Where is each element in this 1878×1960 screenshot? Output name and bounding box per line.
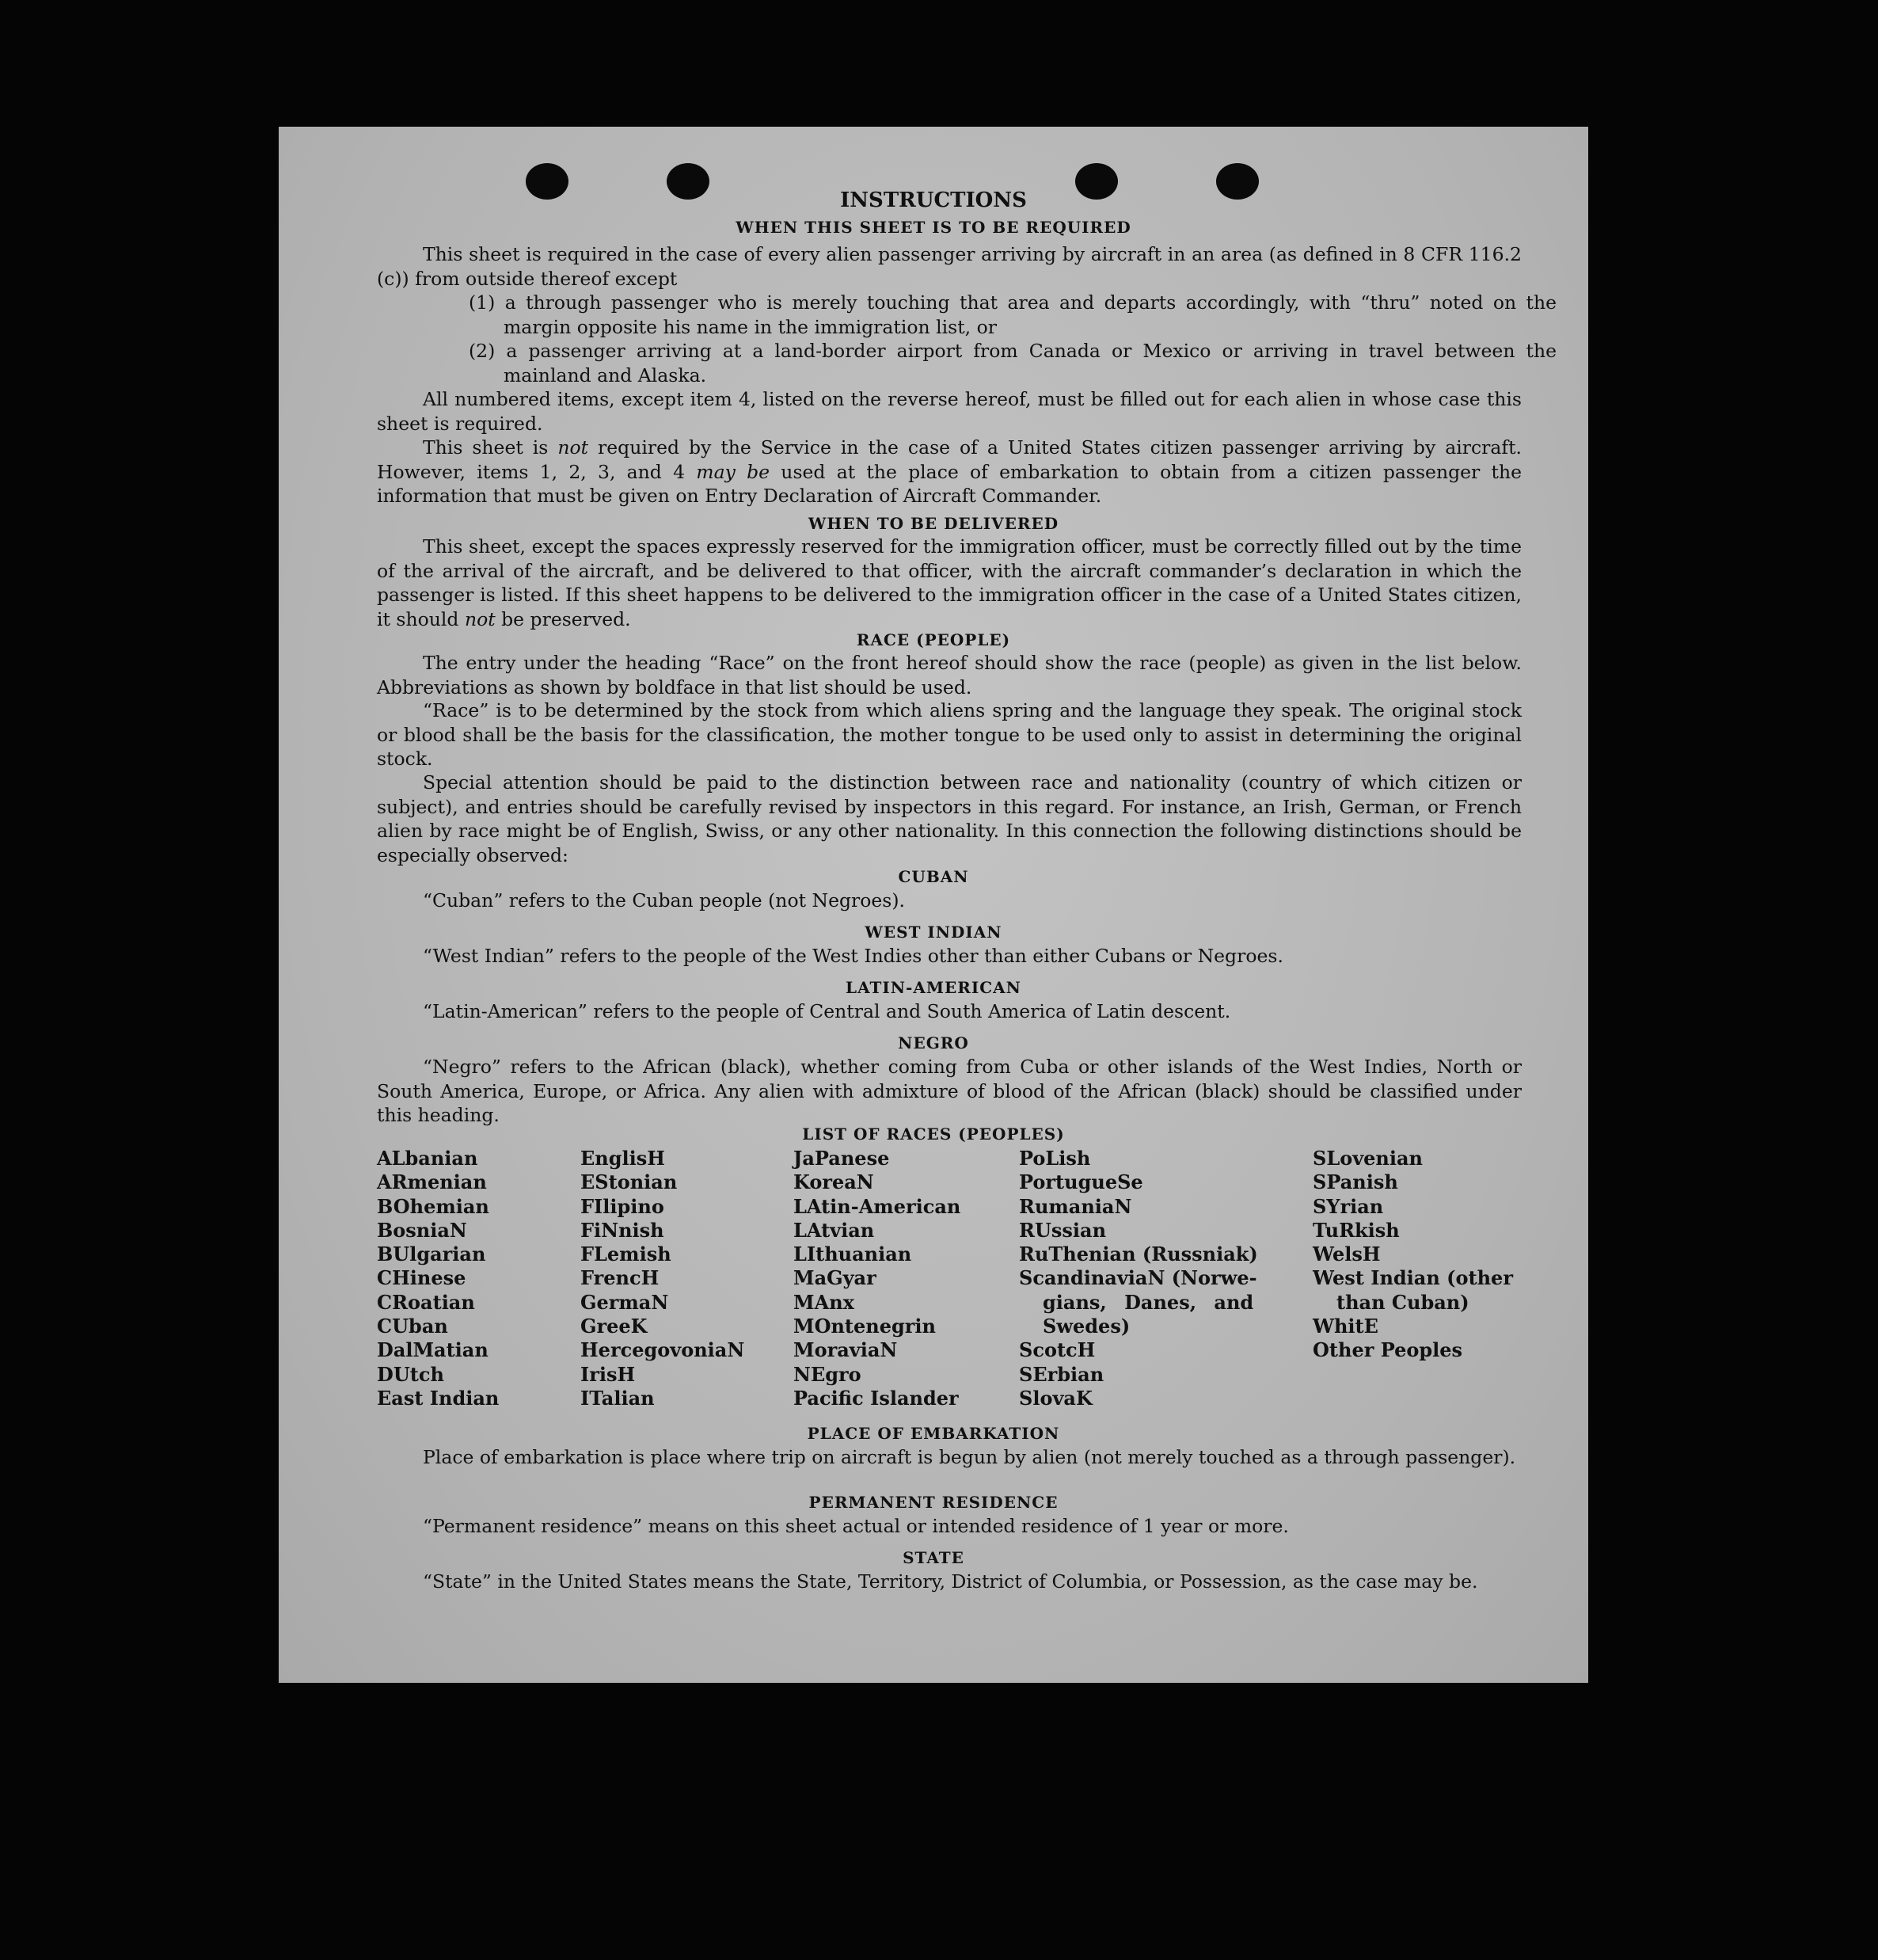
race-list-item: BOhemian (377, 1194, 489, 1218)
race-list-item: WelsH (1313, 1243, 1381, 1266)
race-list-item: BosniaN (377, 1218, 467, 1242)
race-list-item: MOntenegrin (793, 1315, 936, 1338)
race-list-item: WhitE (1313, 1315, 1378, 1338)
race-list-item: FiNnish (580, 1218, 664, 1242)
race-list-item: PoLish (1019, 1147, 1091, 1170)
heading-list-of-races: LIST OF RACES (PEOPLES) (802, 1125, 1065, 1144)
paragraph-numbered-items: All numbered items, except item 4, listed on the reverse hereof, must be filled out for each alien in whose case this sheet is required. (377, 388, 1522, 435)
paragraph-requirement: This sheet is required in the case of every alien passenger arriving by aircraft in an area (as defined in 8 CFR 116.2 (c)) from outside thereof except (377, 243, 1522, 290)
heading-when-required: WHEN THIS SHEET IS TO BE REQUIRED (736, 218, 1131, 237)
race-list-item: SPanish (1313, 1170, 1398, 1194)
race-list-item: CHinese (377, 1266, 466, 1290)
race-list-item: HercegovoniaN (580, 1338, 745, 1362)
paragraph-race-entry: The entry under the heading “Race” on the front hereof should show the race (people) as given in the list below. Abbreviations as shown by boldface in that list should be used. (377, 652, 1522, 698)
race-list-item: SErbian (1019, 1362, 1104, 1386)
race-list-item: ARmenian (377, 1170, 487, 1194)
race-list-item: RuThenian (Russniak) (1019, 1243, 1258, 1266)
race-list-item: LAtin-American (793, 1194, 961, 1218)
list-item-exception-1: (1) a through passenger who is merely touching that area and departs accordingly, with “thru” noted on the margin opposite his name in the immigration list, or (469, 291, 1557, 338)
paragraph-state: “State” in the United States means the State, Territory, District of Columbia, or Possession, as the case may be. (423, 1570, 1478, 1593)
race-list-item: ITalian (580, 1386, 655, 1410)
page-title: INSTRUCTIONS (840, 188, 1027, 212)
paragraph-race-nationality: Special attention should be paid to the distinction between race and nationality (country of which citizen or subject), and entries should be carefully revised by inspectors in this regard. For instance, an Irish, German, or French alien by race might be of English, Swiss, or any other nationality. In this connection the following distinctions should be especially observed: (377, 771, 1522, 866)
race-list-item: EnglisH (580, 1147, 665, 1170)
heading-west-indian: WEST INDIAN (865, 923, 1002, 942)
paragraph-citizen: This sheet is not required by the Service in the case of a United States citizen passenger arriving by aircraft. However, items 1, 2, 3, and 4 may be used at the place of embarkation to obtain from a citizen passenger the information that must be given on Entry Declaration of Aircraft Commander. (377, 436, 1522, 507)
heading-race: RACE (PEOPLE) (856, 630, 1011, 649)
race-list-item: GermaN (580, 1290, 669, 1314)
race-list-item: MaGyar (793, 1266, 876, 1290)
paragraph-west-indian: “West Indian” refers to the people of the West Indies other than either Cubans or Negroes. (423, 945, 1283, 967)
race-list-item: BUlgarian (377, 1243, 486, 1266)
race-list-item: DUtch (377, 1362, 444, 1386)
race-list-item: Pacific Islander (793, 1386, 959, 1410)
heading-when-delivered: WHEN TO BE DELIVERED (808, 514, 1059, 533)
race-list-item: SLovenian (1313, 1147, 1423, 1170)
list-item-exception-2: (2) a passenger arriving at a land-border airport from Canada or Mexico or arriving in travel between the mainland and Alaska. (469, 340, 1557, 386)
instruction-sheet (279, 127, 1588, 1683)
race-list-column-2 (580, 1147, 744, 1410)
race-list-item: CRoatian (377, 1290, 475, 1314)
race-list-item: MoraviaN (793, 1338, 898, 1362)
race-list-item: SYrian (1313, 1194, 1384, 1218)
race-list-item: KoreaN (793, 1170, 874, 1194)
race-list-item-continued: gians, Danes, and (1043, 1290, 1254, 1314)
paragraph-place-of-embarkation: Place of embarkation is place where trip on aircraft is begun by alien (not merely touched as a through passenger). (423, 1446, 1516, 1468)
race-list-item-continued: Swedes) (1043, 1315, 1131, 1338)
race-list-item: Other Peoples (1313, 1338, 1463, 1362)
race-list-item: SlovaK (1019, 1386, 1093, 1410)
race-list-item: PortugueSe (1019, 1170, 1143, 1194)
race-list-item: IrisH (580, 1362, 636, 1386)
race-list-item: ScandinaviaN (Norwe- (1019, 1266, 1257, 1290)
heading-state: STATE (903, 1548, 964, 1567)
race-list-item: LIthuanian (793, 1243, 912, 1266)
race-list-item: FIlipino (580, 1194, 664, 1218)
race-list-item: EStonian (580, 1170, 678, 1194)
race-list-item: MAnx (793, 1290, 854, 1314)
race-list-item: FrencH (580, 1266, 660, 1290)
heading-latin-american: LATIN-AMERICAN (846, 978, 1021, 997)
race-list-item: East Indian (377, 1386, 500, 1410)
heading-cuban: CUBAN (898, 867, 969, 886)
paragraph-race-stock: “Race” is to be determined by the stock from which aliens spring and the language they speak. The original stock or blood shall be the basis for the classification, the mother tongue to be used only to assist in determining the original stock. (377, 699, 1522, 770)
race-list-item: JaPanese (793, 1147, 890, 1170)
race-list-item: RUssian (1019, 1218, 1107, 1242)
race-list-column-4 (1019, 1147, 1258, 1410)
paragraph-permanent-residence: “Permanent residence” means on this sheet actual or intended residence of 1 year or more. (423, 1515, 1289, 1537)
race-list-item-continued: than Cuban) (1336, 1290, 1469, 1314)
race-list-item: RumaniaN (1019, 1194, 1132, 1218)
race-list-item: DalMatian (377, 1338, 489, 1362)
race-list-item: TuRkish (1313, 1218, 1400, 1242)
race-list-item: NEgro (793, 1362, 861, 1386)
heading-permanent-residence: PERMANENT RESIDENCE (808, 1493, 1059, 1512)
heading-place-of-embarkation: PLACE OF EMBARKATION (807, 1424, 1060, 1443)
race-list-item: ScotcH (1019, 1338, 1096, 1362)
race-list-item: CUban (377, 1315, 448, 1338)
race-list-column-3 (793, 1147, 960, 1410)
race-list-column-1 (377, 1147, 499, 1410)
race-list-item: ALbanian (377, 1147, 478, 1170)
race-list-item: West Indian (other (1313, 1266, 1513, 1290)
race-list-item: LAtvian (793, 1218, 875, 1242)
heading-negro: NEGRO (898, 1033, 969, 1052)
race-list-item: GreeK (580, 1315, 648, 1338)
paragraph-negro: “Negro” refers to the African (black), whether coming from Cuba or other islands of the West Indies, North or South America, Europe, or Africa. Any alien with admixture of blood of the African (black) should be classified under this heading. (377, 1056, 1522, 1126)
race-list-item: FLemish (580, 1243, 671, 1266)
paragraph-cuban: “Cuban” refers to the Cuban people (not Negroes). (423, 889, 906, 911)
paragraph-delivered: This sheet, except the spaces expressly reserved for the immigration officer, must be correctly filled out by the time of the arrival of the aircraft, and be delivered to that officer, with the aircraft commander’s declaration in which the passenger is listed. If this sheet happens to be delivered to the immigration officer in the case of a United States citizen, it should not be preserved. (377, 535, 1522, 630)
race-list-column-5 (1313, 1147, 1513, 1363)
paragraph-latin-american: “Latin-American” refers to the people of Central and South America of Latin descent. (423, 1000, 1231, 1022)
